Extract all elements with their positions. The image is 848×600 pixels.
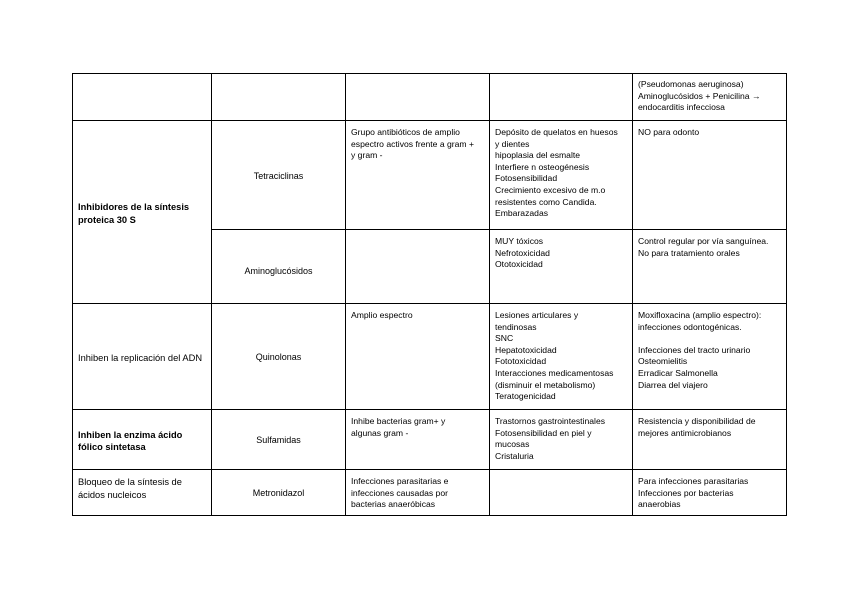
drug-cell [212,74,346,121]
notes-cell [633,470,787,516]
drug-cell: Tetraciclinas [212,121,346,230]
drug-cell: Aminoglucósidos [212,230,346,304]
table-row [73,121,787,230]
cell-line: Embarazadas [495,208,549,219]
cell-line: Aminoglucósidos + Penicilina → [638,90,761,101]
mechanism-cell: Inhibidores de la síntesis proteica 30 S [73,121,212,304]
cell-line: Interfiere n osteogénesis [495,161,590,172]
notes-cell [633,121,787,230]
spectrum-cell [346,410,490,470]
notes-cell [633,304,787,410]
cell-line: Crecimiento excesivo de m.o [495,184,606,195]
table-row [73,304,787,410]
cell-line: mucosas [495,439,530,450]
cell-line: espectro activos frente a gram + [351,138,474,149]
cell-line: Trastornos gastrointestinales [495,416,606,426]
cell-line: Infecciones parasitarias e [351,476,449,486]
spectrum-cell [346,74,490,121]
notes-cell [633,230,787,304]
table-row [73,470,787,516]
cell-line: infecciones causadas por [351,487,448,498]
cell-line: Infecciones del tracto urinario [638,344,751,355]
cell-line: Moxifloxacina (amplio espectro): [638,310,762,320]
cell-line: Para infecciones parasitarias [638,476,749,486]
cell-line: Erradicar Salmonella [638,367,718,378]
cell-line: Depósito de quelatos en huesos [495,127,618,137]
cell-line [638,333,781,345]
cell-line: anaerobias [638,499,681,510]
cell-line: Grupo antibióticos de amplio [351,127,460,137]
cell-line: bacterias anaeróbicas [351,499,436,510]
cell-line: (Pseudomonas aeruginosa) [638,79,744,89]
cell-line: Teratogenicidad [495,391,556,402]
drug-cell: Sulfamidas [212,410,346,470]
cell-line: NO para odonto [638,127,700,137]
spectrum-cell [346,121,490,230]
cell-line: Cristaluria [495,450,534,461]
cell-line: Control regular por vía sanguínea. [638,236,769,246]
cell-line: hipoplasia del esmalte [495,150,581,161]
notes-cell [633,410,787,470]
spectrum-cell [346,304,490,410]
notes-cell [633,74,787,121]
adverse-effects-cell [490,410,633,470]
spectrum-cell [346,470,490,516]
cell-line: Hepatotoxicidad [495,344,557,355]
cell-line: Diarrea del viajero [638,379,708,390]
cell-line: Fotosensibilidad [495,173,558,184]
mechanism-cell: Inhiben la replicación del ADN [73,304,212,410]
cell-line: Fotosensibilidad en piel y [495,427,592,438]
mechanism-cell: Bloqueo de la síntesis de ácidos nucleicos [73,470,212,516]
mechanism-cell [73,74,212,121]
cell-line: Resistencia y disponibilidad de [638,416,756,426]
spectrum-cell [346,230,490,304]
adverse-effects-cell [490,121,633,230]
cell-line: y gram - [351,150,383,161]
cell-line: Nefrotoxicidad [495,247,550,258]
cell-line: infecciones odontogénicas. [638,321,742,332]
cell-line: y dientes [495,138,530,149]
cell-line: algunas gram - [351,427,409,438]
cell-line: Osteomielitis [638,356,688,367]
mechanism-cell: Inhiben la enzima ácido fólico sintetasa [73,410,212,470]
adverse-effects-cell [490,304,633,410]
drug-cell: Quinolonas [212,304,346,410]
cell-line: Ototoxicidad [495,259,543,270]
cell-line: resistentes como Candida. [495,196,597,207]
cell-line: MUY tóxicos [495,236,544,246]
cell-line: Inhibe bacterias gram+ y [351,416,446,426]
adverse-effects-cell [490,74,633,121]
cell-line: No para tratamiento orales [638,247,740,258]
table-row [73,410,787,470]
cell-line: Fototoxicidad [495,356,547,367]
cell-line: Infecciones por bacterias [638,487,734,498]
cell-line: Lesiones articulares y [495,310,579,320]
cell-line: endocarditis infecciosa [638,102,725,113]
adverse-effects-cell [490,470,633,516]
cell-line: (disminuir el metabolismo) [495,379,596,390]
antibiotics-table [72,73,787,516]
table-row [73,74,787,121]
cell-line: SNC [495,333,514,344]
cell-line: Interacciones medicamentosas [495,367,614,378]
adverse-effects-cell [490,230,633,304]
cell-line: tendinosas [495,321,537,332]
cell-line: Amplio espectro [351,310,413,320]
drug-cell: Metronidazol [212,470,346,516]
cell-line: mejores antimicrobianos [638,427,732,438]
